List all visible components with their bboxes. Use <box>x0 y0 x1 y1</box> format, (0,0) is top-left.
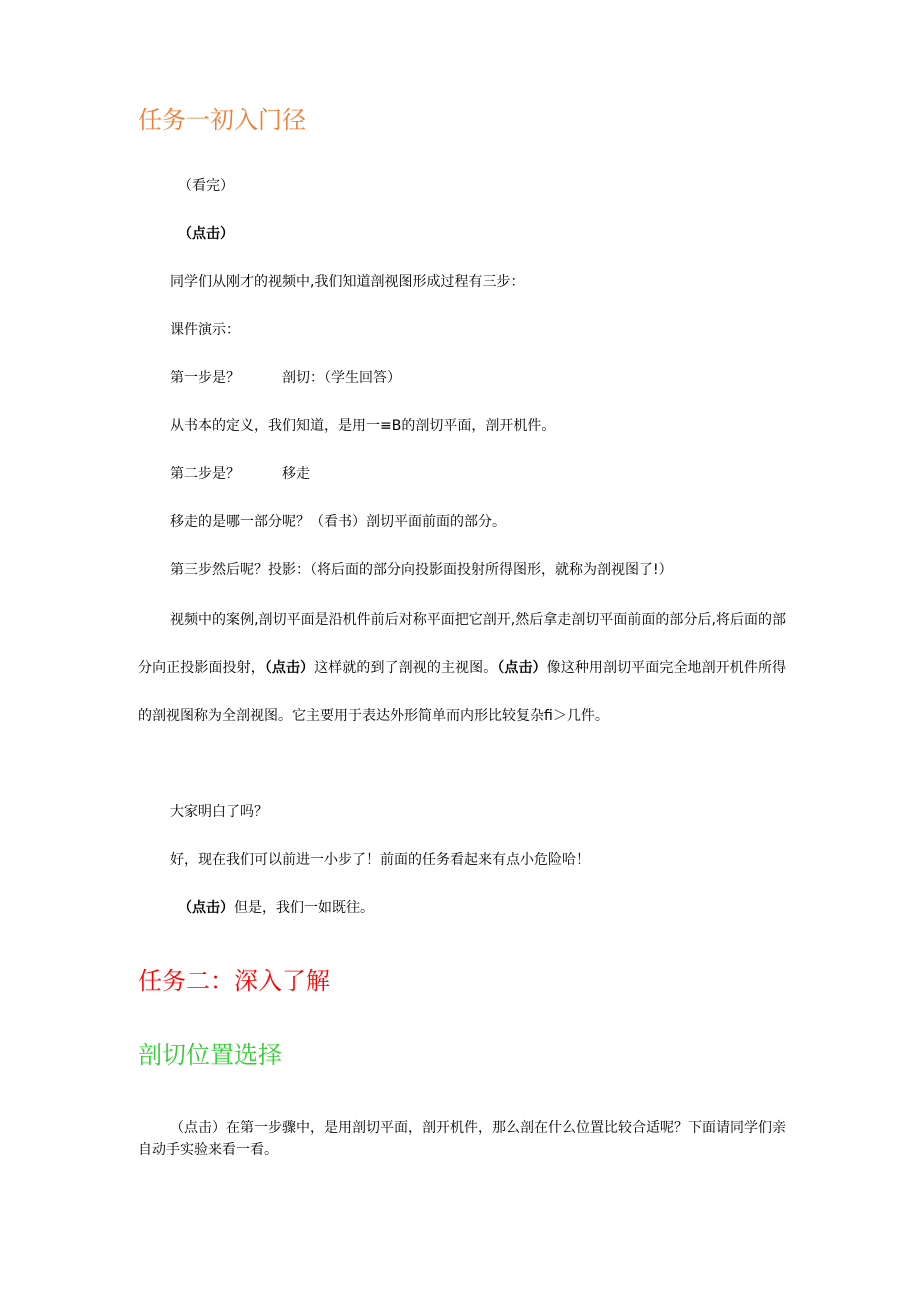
click-note-inline: （点击） <box>178 900 234 916</box>
watched-note: （看完） <box>178 178 234 194</box>
step2-question: 第二步是？ <box>170 466 240 482</box>
section-heading: 剖切位置选择 <box>138 1041 282 1069</box>
task1-heading: 任务一初入门径 <box>138 106 306 134</box>
step2-line <box>170 464 310 484</box>
step1-question: 第一步是？ <box>170 370 240 386</box>
paragraph-part-1: 视频中的案例,剖切平面是沿机件前后对称平面把它剖开,然后拿走剖切平面前面的部分后,将后面的部分向正投影面投射， <box>138 612 786 676</box>
step2-answer: 移走 <box>282 466 310 482</box>
paragraph-part-2: 这样就的到了剖视的主视图。 <box>314 660 498 676</box>
step3-line: 第三步然后呢？投影：（将后面的部分向投影面投射所得图形，就称为剖视图了!） <box>170 562 673 578</box>
full-section-paragraph <box>138 596 786 740</box>
but-text: 但是，我们一如既往。 <box>234 900 374 916</box>
understand-line: 大家明白了吗？ <box>170 804 268 820</box>
removed-line: 移走的是哪一部分呢？（看书）剖切平面前面的部分。 <box>170 514 506 530</box>
click-note-inline: （点击） <box>497 660 547 676</box>
click-note: （点击） <box>178 226 234 242</box>
task2-heading: 任务二：深入了解 <box>138 967 330 995</box>
step1-line <box>170 368 401 388</box>
but-line <box>178 898 374 918</box>
demo-line: 课件演示： <box>170 322 240 338</box>
paragraph-part-3: 像这种用剖切平面完全地剖开机件所得的剖视图称为全剖视图。它主要用于表达外形简单而内形比较复杂fi＞几件。 <box>138 660 787 724</box>
definition-line: 从书本的定义，我们知道，是用一≡B的剖切平面，剖开机件。 <box>170 418 556 434</box>
good-line: 好，现在我们可以前进一小步了！前面的任务看起来有点小危险哈！ <box>170 852 590 868</box>
click-note-inline: （点击） <box>264 660 315 676</box>
intro-line: 同学们从刚才的视频中,我们知道剖视图形成过程有三步： <box>170 274 525 290</box>
step1-answer: 剖切：（学生回答） <box>282 370 401 386</box>
section-paragraph: （点击）在第一步骤中，是用剖切平面，剖开机件，那么剖在什么位置比较合适呢？下面请同学们亲自动手实验来看一看。 <box>138 1120 786 1158</box>
